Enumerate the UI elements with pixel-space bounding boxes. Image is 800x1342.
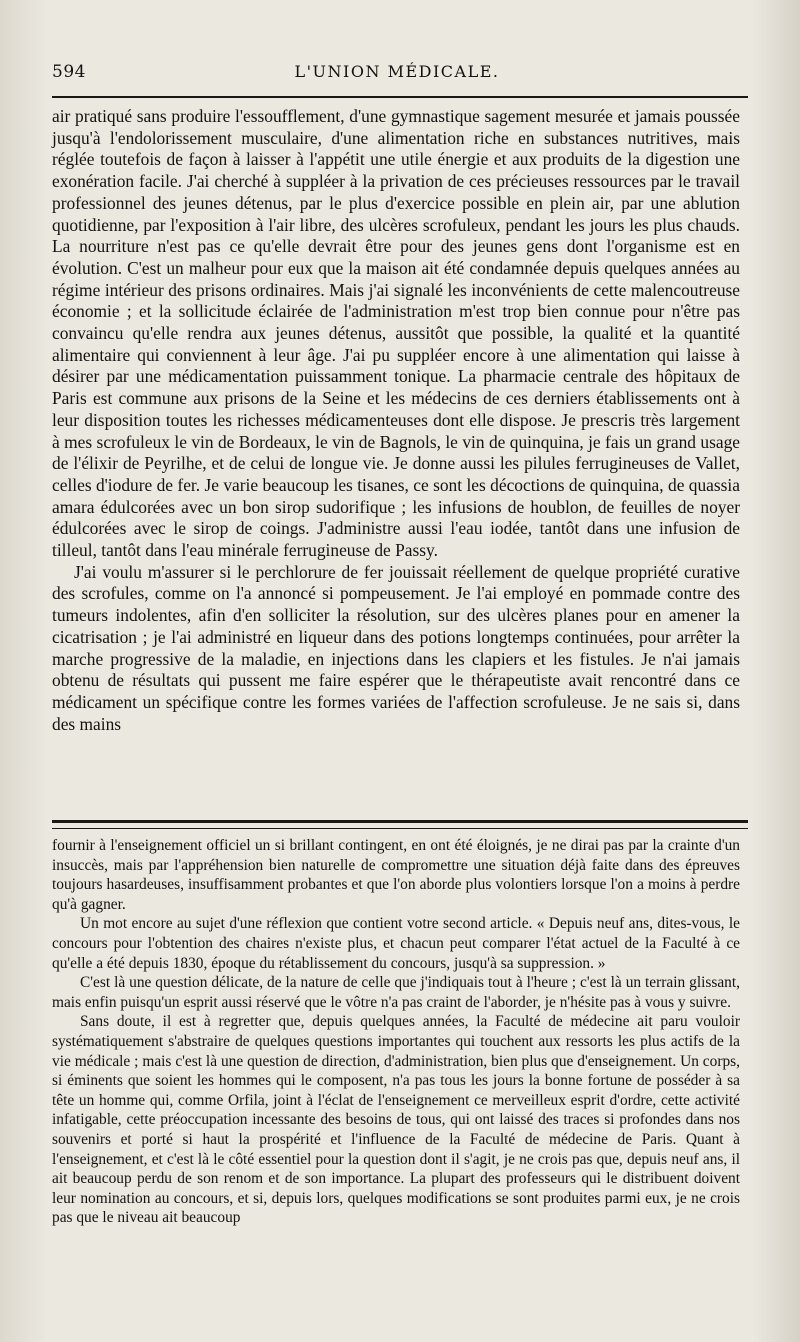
feuilleton-paragraph: Sans doute, il est à regretter que, depuis quelques années, la Faculté de médecine ait paru vouloir systématiquement s'abstraire de quelques questions importantes qui touchent aux ressorts les plus actifs de la vie médicale ; mais c'est là une question de direction, d'administration, bien plus que d'enseignement. Un corps, si éminents que soient les hommes qui le composent, n'a pas tous les jours la bonne fortune de posséder à sa tête un homme qui, comme Orfila, joint à l'éclat de l'enseignement ce merveilleux esprit d'ordre, cette activité infatigable, cette préoccupation incessante des besoins de tous, qui ont laissé des traces si profondes dans nos souvenirs et porté si haut la prospérité et l'influence de la Faculté de médecine de Paris. Quant à l'enseignement, et c'est là le côté essentiel pour la question dont il s'agit, je ne crois pas que, depuis neuf ans, il ait beaucoup perdu de son renom et de son importance. La plupart des professeurs qui le distribuent doivent leur nomination au concours, et si, depuis lors, quelques modifications se sont produites parmi eux, je ne crois pas que le niveau ait beaucoup (52, 1013, 740, 1227)
feuilleton-text (52, 836, 740, 1228)
main-article-text (52, 106, 740, 735)
feuilleton-paragraph: C'est là une question délicate, de la nature de celle que j'indiquais tout à l'heure ; c'est là un terrain glissant, mais enfin puisqu'un esprit aussi réservé que le vôtre n'a pas craint de l'aborder, je n'hésite pas à vous y suivre. (52, 974, 740, 1011)
running-title: L'UNION MÉDICALE. (294, 62, 500, 81)
feuilleton-paragraph: Un mot encore au sujet d'une réflexion que contient votre second article. « Depuis neuf ans, dites-vous, le concours pour l'obtention des chaires n'existe plus, et chacun peut comparer l'état actuel de la Faculté à ce qu'elle a été depuis 1830, époque du rétablissement du concours, jusqu'à sa suppression. » (52, 915, 740, 972)
feuilleton-separator-rule (52, 820, 748, 829)
header-rule (52, 96, 748, 98)
main-paragraph: J'ai voulu m'assurer si le perchlorure de fer jouissait réellement de quelque propriété curative des scrofules, comme on l'a annoncé si pompeusement. Je l'ai employé en pommade contre des tumeurs indolentes, afin d'en solliciter la résolution, sur des ulcères planes pour en amener la cicatrisation ; je l'ai administré en liqueur dans des potions longtemps continuées, pour arrêter la marche progressive de la maladie, en injections dans les clapiers et les fistules. Je n'ai jamais obtenu de résultats qui pussent me faire espérer que le thérapeutiste avait rencontré dans ce médicament un spécifique contre les formes variées de l'affection scrofuleuse. Je ne sais si, dans des mains (52, 561, 740, 734)
feuilleton-paragraph: fournir à l'enseignement officiel un si brillant contingent, en ont été éloignés, je ne dirai pas par la crainte d'un insuccès, mais par l'appréhension bien naturelle de compromettre une situation déjà faite dans des épreuves toujours hasardeuses, insuffisamment probantes et que l'on aborde plus volontiers lorsque l'on a moins à perdre qu'à gagner. (52, 837, 740, 913)
main-paragraph: air pratiqué sans produire l'essoufflement, d'une gymnastique sagement mesurée et jamais poussée jusqu'à l'endolorissement musculaire, d'une alimentation riche en substances nutritives, mais réglée toutefois de façon à laisser à l'appétit une utile énergie et aux produits de la digestion une exonération facile. J'ai cherché à suppléer à la privation de ces précieuses ressources par le travail professionnel des jeunes détenus, par le plus d'exercice possible en plein air, par une ablution quotidienne, par l'exposition à l'air libre, des ulcères scrofuleux, pendant les jours les plus chauds. La nourriture n'est pas ce qu'elle devrait être pour des jeunes gens dont l'organisme est en évolution. C'est un malheur pour eux que la maison ait été condamnée depuis quelques années au régime intérieur des prisons ordinaires. Mais j'ai signalé les inconvénients de cette malencoutreuse économie ; et la sollicitude éclairée de l'administration m'est trop bien connue pour n'être pas convaincu qu'elle rendra aux jeunes détenus, aussitôt que possible, la qualité et la quantité alimentaire qui conviennent à leur âge. J'ai pu suppléer encore à une alimentation qui laisse à désirer par une médicamentation puissamment tonique. La pharmacie centrale des hôpitaux de Paris est commune aux prisons de la Seine et les médecins de ces derniers établissements ont à leur disposition toutes les richesses médicamenteuses dont elle dispose. Je prescris très largement à mes scrofuleux le vin de Bordeaux, le vin de Bagnols, le vin de quinquina, je fais un grand usage de l'élixir de Peyrilhe, et de celui de longue vie. Je donne aussi les pilules ferrugineuses de Vallet, celles d'iodure de fer. Je varie beaucoup les tisanes, ce sont les décoctions de quinquina, de quassia amara édulcorées avec un bon sirop sudorifique ; les infusions de houblon, de feuilles de noyer édulcorées avec le sirop de coings. J'administre aussi l'eau iodée, tantôt dans une infusion de tilleul, tantôt dans l'eau minérale ferrugineuse de Passy. (52, 106, 740, 561)
page-header (52, 60, 742, 88)
page-number: 594 (52, 62, 86, 82)
